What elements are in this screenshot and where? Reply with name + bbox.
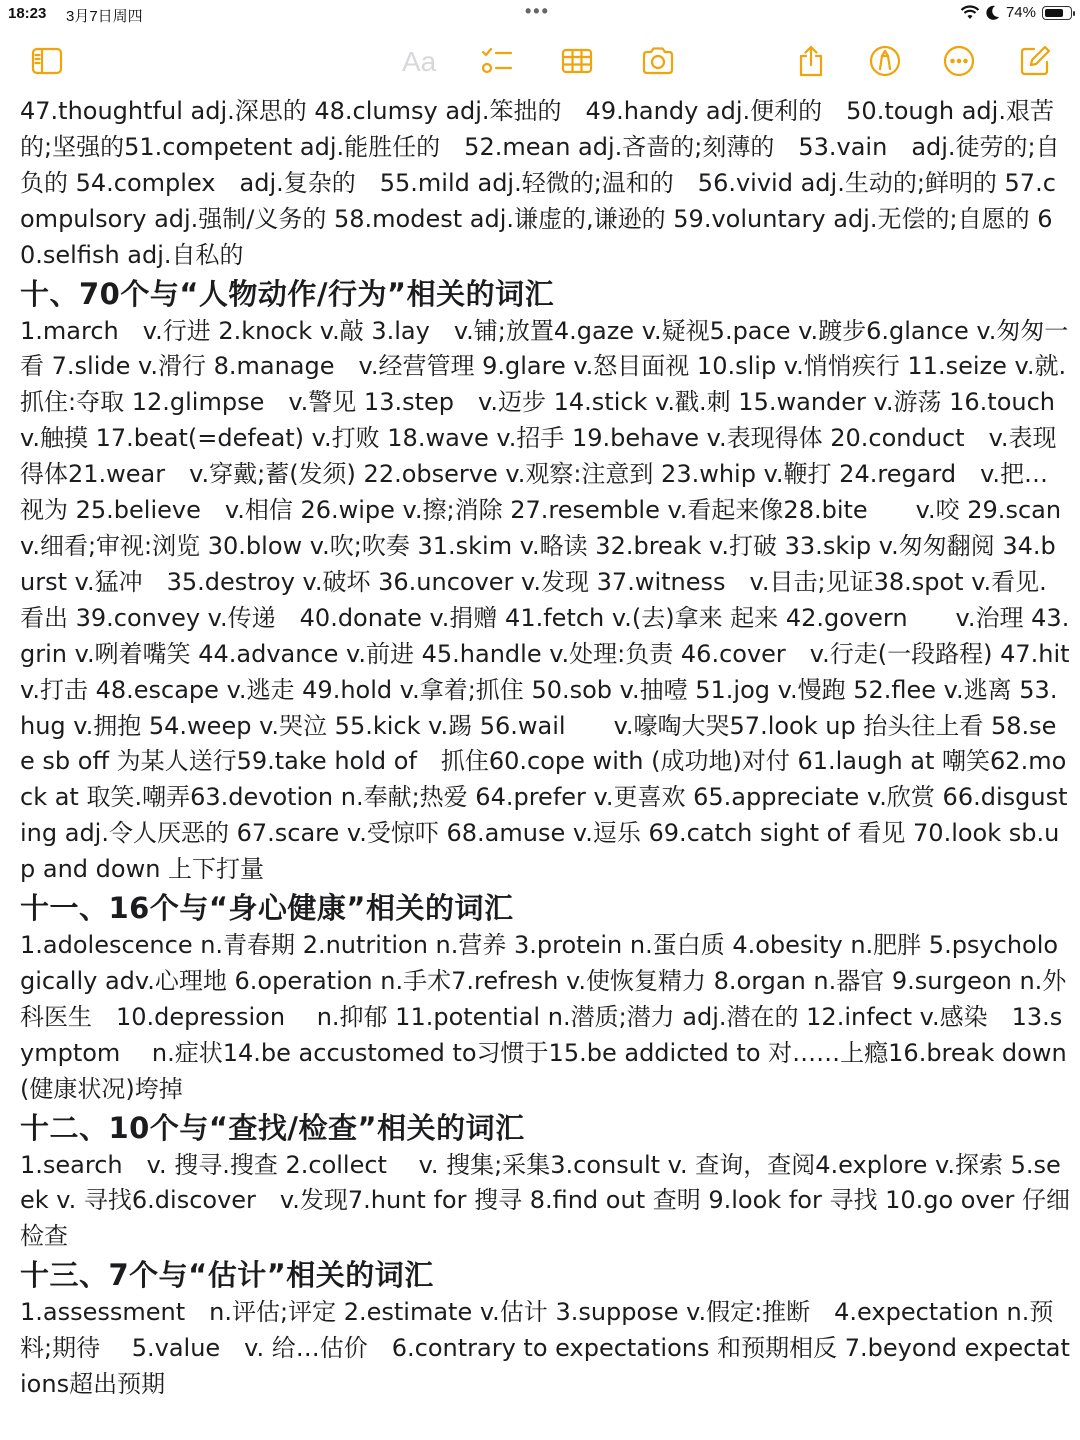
vocab-paragraph: 1.assessment n.评估;评定 2.estimate v.估计 3.suppose v.假定:推断 4.expectation n.预料;期待 5.value v. 给…估价 6.contrary to expectations 和预期相反 7.beyond expectations超出预期 [20,1298,1070,1399]
status-bar [0,0,1080,28]
wifi-icon [960,5,980,21]
vocab-paragraph: 1.search v. 搜寻.搜查 2.collect v. 搜集;采集3.consult v. 查询，查阅4.explore v.探索 5.seek v. 寻找6.discover v.发现7.hunt for 搜寻 8.find out 查明 9.look for 寻找 10.go over 仔细检查 [20,1150,1070,1251]
note-body[interactable] [20,94,1070,1403]
checklist-button[interactable] [478,42,516,80]
format-button[interactable]: Aa [402,46,437,77]
section-heading: 十二、10个与“查找/检查”相关的词汇 [20,1110,525,1145]
status-right [960,4,1072,21]
table-button[interactable] [558,42,596,80]
camera-icon [641,44,675,78]
camera-button[interactable] [639,42,677,80]
battery-percent: 74% [1005,4,1036,21]
multitasking-dots[interactable]: ••• [525,1,550,21]
share-icon [794,44,828,78]
markup-icon [868,44,902,78]
battery-icon [1042,6,1072,20]
section-heading: 十、70个与“人物动作/行为”相关的词汇 [20,276,555,311]
share-button[interactable] [792,42,830,80]
table-icon [560,44,594,78]
notes-toolbar [0,38,1080,84]
more-icon [942,44,976,78]
compose-button[interactable] [1016,42,1054,80]
status-date: 3月7日周四 [66,8,143,25]
moon-icon [986,5,1000,21]
markup-button[interactable] [866,42,904,80]
vocab-paragraph: 1.adolescence n.青春期 2.nutrition n.营养 3.protein n.蛋白质 4.obesity n.肥胖 5.psychologically adv.心理地 6.operation n.手术7.refresh v.使恢复精力 8.organ n.器官 9.surgeon n.外科医生 10.depression n.抑郁 11.potential n.潜质;潜力 adj.潜在的 12.infect v.感染 13.symptom n.症状14.be accustomed to习惯于15.be addicted to 对……上瘾16.break down(健康状况)垮掉 [20,931,1067,1103]
section-heading: 十一、16个与“身心健康”相关的词汇 [20,891,514,926]
status-time: 18:23 [8,5,47,22]
section-heading: 十三、7个与“估计”相关的词汇 [20,1258,434,1293]
battery-fill [1045,9,1063,17]
vocab-paragraph: 1.march v.行进 2.knock v.敲 3.lay v.铺;放置4.gaze v.疑视5.pace v.踱步6.glance v.匆匆一看 7.slide v.滑行 8.manage v.经营管理 9.glare v.怒目面视 10.slip v.悄悄疾行 11.seize v.就.抓住:夺取 12.glimpse v.警见 13.step v.迈步 14.stick v.戳.刺 15.wander v.游荡 16.touch v.触摸 17.beat(=defeat) v.打败 18.wave v.招手 19.behave v.表现得体 20.conduct v.表现得体21.wear v.穿戴;蓄(发须) 22.observe v.观察:注意到 23.whip v.鞭打 24.regard v.把…视为 25.believe v.相信 26.wipe v.擦;消除 27.resemble v.看起来像28.bite v.咬 29.scan v.细看;审视:浏览 30.blow v.吹;吹奏 31.skim v.略读 32.break v.打破 33.skip v.匆匆翻阅 34.burst v.猛冲 35.destroy v.破坏 36.uncover v.发现 37.witness v.目击;见证38.spot v.看见.看出 39.convey v.传递 40.donate v.捐赠 41.fetch v.(去)拿来 起来 42.govern v.治理 43.grin v.咧着嘴笑 44.advance v.前进 45.handle v.处理:负责 46.cover v.行走(一段路程) 47.hit v.打击 48.escape v.逃走 49.hold v.拿着;抓住 50.sob v.抽噎 51.jog v.慢跑 52.flee v.逃离 53.hug v.拥抱 54.weep v.哭泣 55.kick v.踢 56.wail v.嚎啕大哭57.look up 抬头往上看 58.see sb off 为某人送行59.take hold of 抓住60.cope with (成功地)对付 61.laugh at 嘲笑62.mock at 取笑.嘲弄63.devotion n.奉献;热爱 64.prefer v.更喜欢 65.appreciate v.欣赏 66.disgusting adj.令人厌恶的 67.scare v.受惊吓 68.amuse v.逗乐 69.catch sight of 看见 70.look sb.up and down 上下打量 [20,316,1070,884]
sidebar-toggle-button[interactable] [28,42,66,80]
vocab-paragraph: 47.thoughtful adj.深思的 48.clumsy adj.笨拙的 49.handy adj.便利的 50.tough adj.艰苦的;坚强的51.competent adj.能胜任的 52.mean adj.吝啬的;刻薄的 53.vain adj.徒劳的;自负的 54.complex adj.复杂的 55.mild adj.轻微的;温和的 56.vivid adj.生动的;鲜明的 57.compulsory adj.强制/义务的 58.modest adj.谦虚的,谦逊的 59.voluntary adj.无偿的;自愿的 60.selfish adj.自私的 [20,97,1060,269]
more-button[interactable] [940,42,978,80]
sidebar-icon [30,44,64,78]
compose-icon [1018,44,1052,78]
checklist-icon [480,44,514,78]
